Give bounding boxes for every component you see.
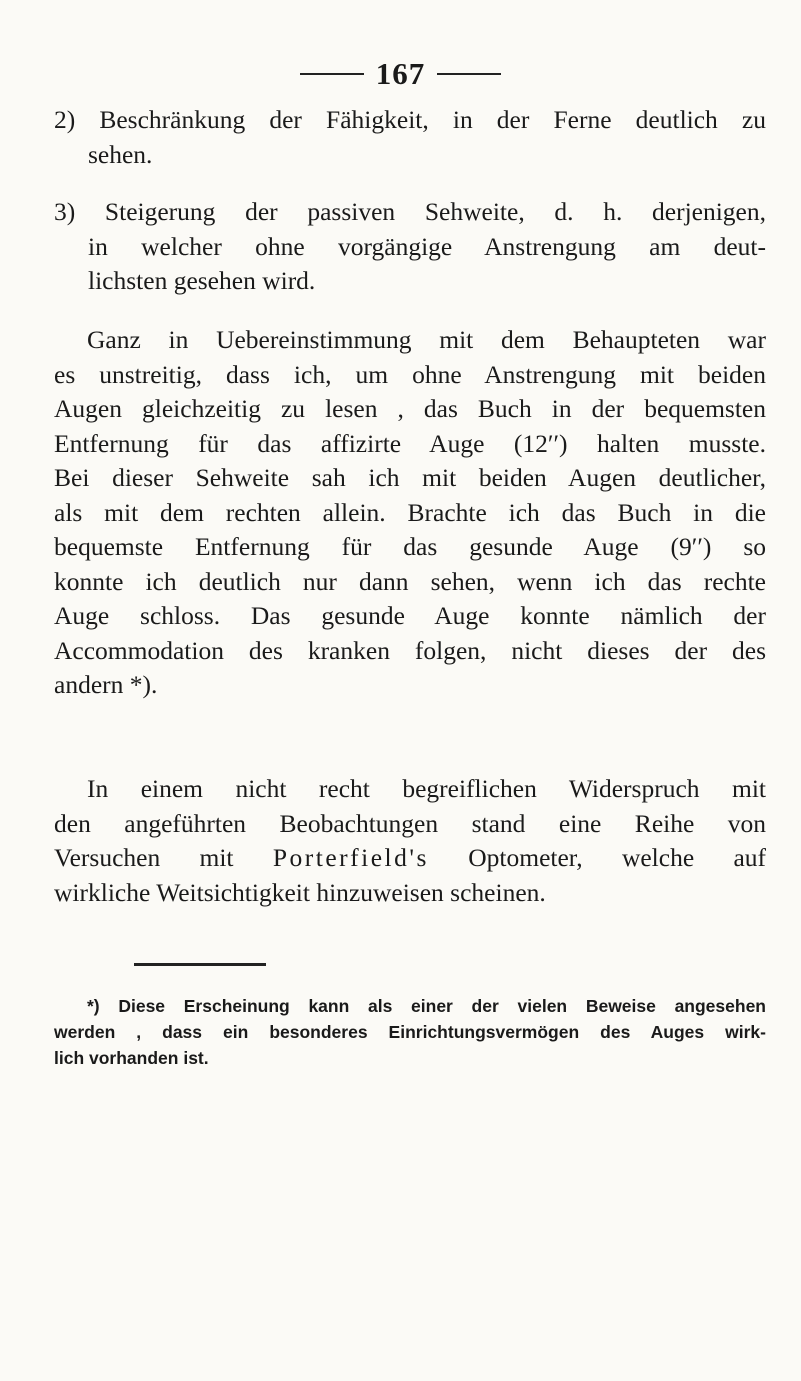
text-line: sehen. [88, 139, 153, 169]
text-line: Augen gleichzeitig zu lesen , das Buch in der bequemsten [54, 394, 766, 423]
text-line: bequemste Entfernung für das gesunde Auge (9′′) so [54, 532, 766, 561]
text-line: Ganz in Uebereinstimmung mit dem Behaupteten war [87, 325, 766, 354]
text-line: Bei dieser Sehweite sah ich mit beiden Augen deutlicher, [54, 463, 766, 492]
paragraph-1 [54, 323, 766, 703]
footnote [54, 993, 766, 1071]
page-number: 167 [375, 56, 426, 91]
text-line: Entfernung für das affizirte Auge (12′′) halten musste. [54, 428, 766, 458]
header-rule-left [300, 73, 364, 75]
footnote-rule [134, 963, 266, 966]
text-line: 2) Beschränkung der Fähigkeit, in der Ferne deutlich zu [54, 105, 766, 134]
spaced-name: Porterfield's [272, 843, 429, 872]
header-rule-right [437, 73, 501, 75]
text-line: In einem nicht recht begreiflichen Widerspruch mit [87, 774, 766, 803]
text-line: Accommodation des kranken folgen, nicht dieses der des [54, 635, 766, 665]
text-line: konnte ich deutlich nur dann sehen, wenn ich das rechte [54, 566, 766, 596]
text-fragment: Versuchen mit [54, 843, 234, 872]
text-line: es unstreitig, dass ich, um ohne Anstrengung mit beiden [54, 359, 766, 389]
text-line: den angeführten Beobachtungen stand eine Reihe von [54, 808, 766, 838]
text-line: wirkliche Weitsichtigkeit hinzuweisen scheinen. [54, 877, 546, 907]
text-line: in welcher ohne vorgängige Anstrengung am deut- [88, 231, 766, 261]
footnote-line: werden , dass ein besonderes Einrichtungsvermögen des Auges wirk- [54, 1022, 766, 1042]
text-line: andern *). [54, 670, 158, 699]
text-fragment: Optometer, welche auf [468, 843, 767, 872]
page-header [0, 56, 801, 92]
list-item-2 [54, 103, 766, 172]
footnote-line: *) Diese Erscheinung kann als einer der vielen Beweise angesehen [87, 996, 766, 1016]
text-line: als mit dem rechten allein. Brachte ich das Buch in die [54, 497, 766, 527]
list-item-3 [54, 195, 766, 299]
text-line-with-name [54, 841, 766, 876]
footnote-line: lich vorhanden ist. [54, 1048, 209, 1068]
paragraph-2 [54, 772, 766, 910]
text-line: 3) Steigerung der passiven Sehweite, d. h. derjenigen, [54, 197, 766, 226]
text-line: lichsten gesehen wird. [88, 266, 316, 295]
text-line: Auge schloss. Das gesunde Auge konnte nämlich der [54, 601, 766, 630]
